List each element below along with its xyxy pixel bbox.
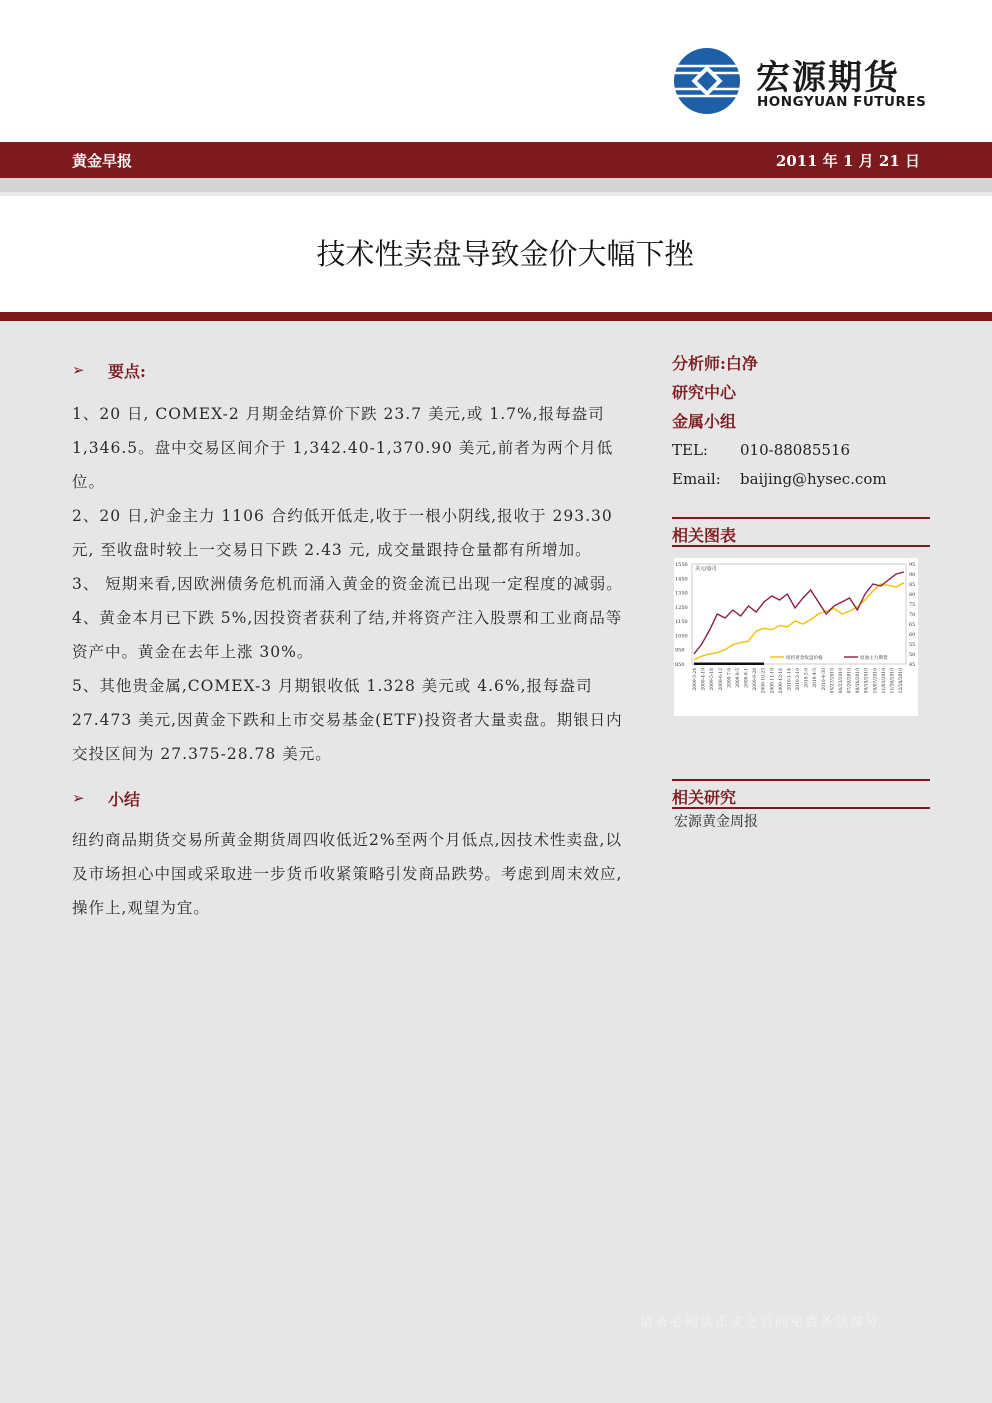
related-research-title: 相关研究: [672, 788, 737, 807]
x-tick-label: 11/03/2010: [881, 668, 887, 694]
x-tick-label: 2009-3-24: [693, 668, 698, 691]
y-left-tick-label: 950: [675, 647, 685, 654]
research-center: 研究中心: [672, 383, 737, 402]
y-right-tick-label: 50: [909, 652, 916, 658]
metal-group: 金属小组: [672, 412, 737, 431]
y-right-tick-label: 75: [909, 602, 916, 608]
x-tick-label: 09/10/2010: [864, 668, 870, 694]
legend-label-2: 原油主力期货: [860, 656, 888, 661]
report-body: [0, 321, 992, 1403]
y-right-tick-label: 80: [909, 592, 916, 598]
x-tick-label: 2009-11-19: [770, 668, 776, 694]
y-left-tick-label: 1350: [675, 590, 688, 597]
x-tick-label: 2009-10-23: [761, 668, 767, 694]
y-right-tick-label: 70: [909, 612, 916, 618]
x-tick-label: 2009-4-19: [701, 668, 707, 691]
key-point-1: 1、20 日, COMEX-2 月期金结算价下跌 23.7 美元,或 1.7%,报每盎司 1,346.5。盘中交易区间介于 1,342.40-1,370.90 美元,前者为两个月低位。: [72, 405, 614, 491]
x-tick-label: 2010-1-14: [787, 668, 793, 691]
y-left-tick-label: 850: [675, 662, 685, 668]
y-left-tick-label: 1150: [675, 619, 688, 626]
related-research-heading: [672, 781, 930, 809]
x-tick-label: 2009-12-16: [778, 668, 784, 694]
series-line-2: [694, 572, 904, 654]
tel-value: 010-88085516: [740, 441, 851, 459]
divider-stripe: [0, 178, 992, 192]
plot-area: [692, 564, 906, 664]
y-right-tick-label: 55: [909, 642, 916, 648]
x-tick-label: 07/20/2010: [847, 668, 853, 694]
series-line-1: [694, 583, 904, 660]
report-title: 技术性卖盘导致金价大幅下挫: [316, 237, 694, 271]
hongyuan-logo-icon: [672, 46, 742, 116]
x-tick-label: 2009-8-5: [735, 668, 741, 688]
chart-svg: [674, 558, 918, 716]
y-axis-label: 美元/盎司: [695, 566, 717, 572]
analyst-name: 分析师:白净: [672, 354, 758, 373]
company-name-cn: 宏源期货: [756, 58, 900, 98]
report-banner: [0, 142, 992, 178]
y-right-tick-label: 65: [909, 622, 916, 628]
arrow-bullet-icon: ➢: [72, 789, 85, 807]
legend-label-1: 纽约黄金收盘价格: [786, 656, 823, 661]
key-point-3: 3、 短期来看,因欧洲债务危机而涌入黄金的资金流已出现一定程度的减弱。: [72, 575, 623, 593]
x-tick-label: 2009-9-1: [744, 668, 750, 688]
email-row: [672, 465, 932, 494]
y-right-tick-label: 95: [909, 562, 916, 568]
company-name-en: HONGYUAN FUTURES: [757, 94, 927, 110]
key-point-2: 2、20 日,沪金主力 1106 合约低开低走,收于一根小阴线,报收于 293.30 元, 至收盘时较上一交易日下跌 2.43 元, 成交量跟持仓量都有所增加。: [72, 507, 613, 559]
y-left-tick-label: 1450: [675, 576, 688, 583]
report-type: 黄金早报: [72, 152, 133, 170]
y-left-tick-label: 1250: [675, 604, 688, 611]
tel-label: TEL:: [672, 441, 708, 459]
related-research-link[interactable]: 宏源黄金周报: [674, 814, 758, 830]
y-right-tick-label: 85: [909, 582, 916, 588]
y-left-tick-label: 1050: [675, 633, 688, 640]
section-title: 小结: [108, 790, 141, 809]
main-column: [72, 359, 632, 925]
email-value[interactable]: baijing@hysec.com: [740, 470, 887, 488]
x-tick-label: 06/23/2010: [838, 668, 844, 694]
x-tick-label: 05/27/2010: [830, 668, 836, 694]
related-charts-title: 相关图表: [672, 526, 737, 545]
section-heading-summary: [72, 787, 632, 815]
email-label: Email:: [672, 470, 721, 488]
section-heading-key-points: [72, 359, 632, 387]
x-tick-label: 2009-7-9: [727, 668, 733, 688]
y-right-tick-label: 60: [909, 632, 916, 638]
page-header: [0, 0, 992, 140]
y-right-tick-label: 90: [909, 572, 916, 578]
tel-row: [672, 436, 932, 465]
x-tick-label: 2009-5-18: [710, 668, 716, 691]
y-left-tick-label: 1550: [675, 562, 688, 568]
sidebar-contact: [672, 349, 932, 494]
x-tick-label: 08/16/2010: [856, 668, 862, 694]
key-point-5: 5、其他贵金属,COMEX-3 月期银收低 1.328 美元或 4.6%,报每盎司 27.473 美元,因黄金下跌和上市交易基金(ETF)投资者大量卖盘。期银日内交投区间为 27.375-28.78 美元。: [72, 677, 623, 763]
report-date: 2011 年 1 月 21 日: [775, 152, 920, 170]
x-axis-band: [694, 663, 764, 666]
disclaimer-note: 请务必阅读正文之后的免责条款部分: [640, 1315, 881, 1330]
related-charts-heading: [672, 519, 930, 547]
x-tick-label: 2010-2-10: [796, 668, 801, 691]
x-tick-label: 2010-3-9: [804, 668, 810, 688]
summary-text: 纽约商品期货交易所黄金期货周四收低近2%至两个月低点,因技术性卖盘,以及市场担心中国或采取进一步货币收紧策略引发商品跌势。考虑到周末效应,操作上,观望为宜。: [72, 831, 623, 917]
y-right-tick-label: 45: [909, 662, 916, 668]
title-box: [0, 196, 992, 312]
x-tick-label: 12/28/2010: [899, 668, 904, 694]
title-underline: [0, 312, 992, 321]
x-tick-label: 2010-4-30: [821, 668, 827, 691]
x-tick-label: 2010-4-5: [813, 668, 819, 688]
gold-oil-chart: [674, 558, 918, 716]
x-tick-label: 11/30/2010: [890, 668, 896, 694]
company-logo: [672, 44, 927, 118]
key-point-4: 4、黄金本月已下跌 5%,因投资者获利了结,并将资产注入股票和工业商品等资产中。黄金在去年上涨 30%。: [72, 609, 623, 661]
x-tick-label: 10/07/2010: [873, 668, 879, 694]
arrow-bullet-icon: ➢: [72, 361, 85, 379]
x-tick-label: 2009-6-12: [718, 668, 724, 691]
x-tick-label: 2009-9-28: [753, 668, 759, 691]
section-title: 要点:: [108, 362, 146, 381]
